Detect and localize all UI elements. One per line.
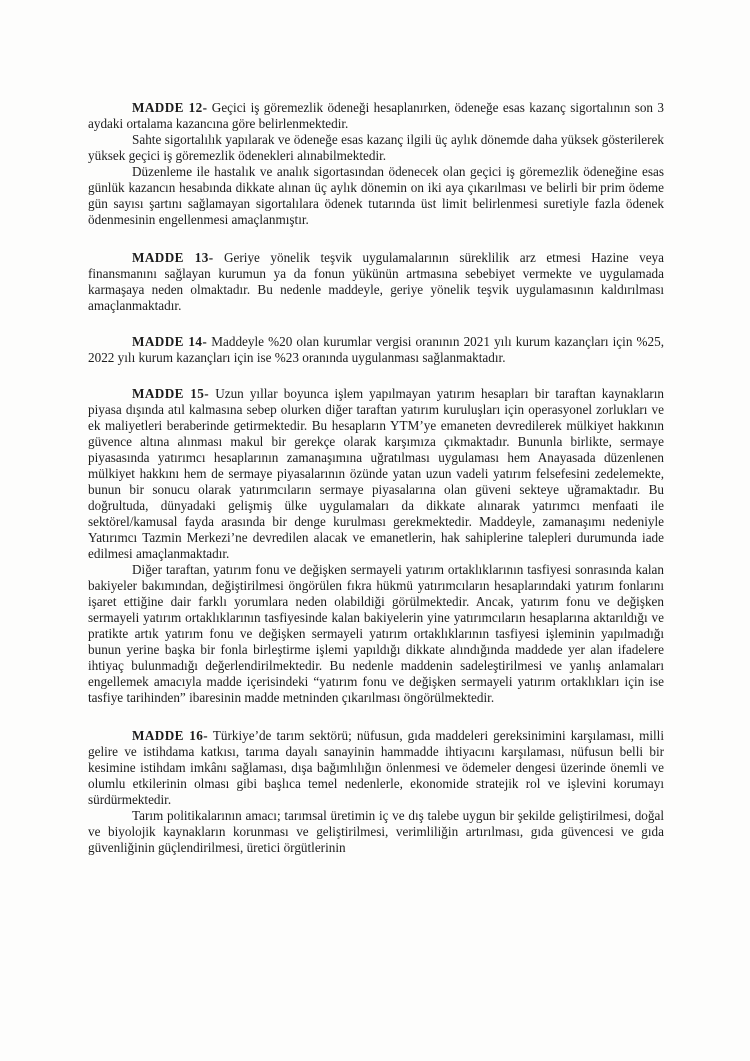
article-paragraph: Tarım politikalarının amacı; tarımsal üretimin iç ve dış talebe uygun bir şekilde geliştirilmesi, doğal ve biyolojik kaynakların korunması ve geliştirilmesi, verimliliğin artırılması, gıda güvencesi ve gıda güvenliğinin güçlendirilmesi, üretici örgütlerinin xyxy=(88,808,664,855)
document-body xyxy=(88,100,664,872)
paragraph-text: Türkiye’de tarım sektörü; nüfusun, gıda maddeleri gereksinimini karşılaması, milli gelire ve istihdama katkısı, tarıma dayalı sanayinin hammadde ihtiyacını karşılaması, nüfusun belli bir kesimine istihdam imkânı sağlaması, dışa bağımlılığın önlenmesi ve ödemeler dengesi üzerinde önemli ve olumlu etkilerinin olması gibi başlıca temel nedenlerle, ekonomide stratejik rol ve işlevini korumayı sürdürmektedir. xyxy=(88,728,664,807)
article-13 xyxy=(88,250,664,314)
article-16 xyxy=(88,728,664,856)
article-heading: MADDE 15- xyxy=(132,386,210,401)
article-paragraph: Diğer taraftan, yatırım fonu ve değişken sermayeli yatırım ortaklıklarının tasfiyesi sonrasında kalan bakiyeler bakımından, değiştirilmesi öngörülen fıkra hükmü yatırımcıların hesaplarındaki yatırım fonlarını işaret ettiğine dair farklı yorumlara neden olabildiği görülmektedir. Ancak, yatırım fonu ve değişken sermayeli yatırım ortaklıklarının tasfiyesinde kalan bakiyelerin yine yatırımcıların hesaplarına aktarıldığı ve pratikte artık yatırım fonu ve değişken sermayeli yatırım ortaklıklarının tasfiyesi işleminin yapılmadığı bunun yerine başka bir fonla birleştirme işlemi yapıldığı dikkate alındığında maddede yer alan ifadelere ihtiyaç bulunmadığı değerlendirilmektedir. Bu nedenle maddenin sadeleştirilmesi ve yanlış anlamaları engellemek amacıyla madde içerisindeki “yatırım fonu ve değişken sermayeli yatırım ortaklıkları için ise tasfiye tarihinden” ibaresinin madde metninden çıkarılması öngörülmektedir. xyxy=(88,562,664,705)
article-paragraph xyxy=(88,386,664,562)
article-12 xyxy=(88,100,664,228)
paragraph-text: Uzun yıllar boyunca işlem yapılmayan yatırım hesapları bir taraftan kaynakların piyasa dışında atıl kalmasına sebep olurken diğer taraftan yatırım kuruluşları için operasyonel zorlukları ve ek maliyetleri beraberinde getirmektedir. Bu hesapların YTM’ye emaneten devredilerek mülkiyet hakkının güvence altına alınması makul bir gerekçe olarak karşımıza çıkmaktadır. Bununla birlikte, sermaye piyasasında yatırımcı hesaplarının zamanaşımına uğratılması uygulaması hem Anayasada düzenlenen mülkiyet hakkını hem de sermaye piyasalarının özünde yatan uzun vadeli yatırım felsefesini zedelemekte, bunun bir sonucu olarak yatırımcıların sermaye piyasalarına olan güveni sekteye uğramaktadır. Bu doğrultuda, dünyadaki gelişmiş ülke uygulamaları da dikkate alınarak yatırımcı menfaati ile sektörel/kamusal fayda arasında bir denge kurulması gerekmektedir. Maddeyle, zamanaşımı nedeniyle Yatırımcı Tazmin Merkezi’ne devredilen alacak ve emanetlerin, hak sahiplerine talepleri durumunda iade edilmesi amaçlanmaktadır. xyxy=(88,386,665,561)
article-heading: MADDE 13- xyxy=(132,250,214,265)
article-paragraph: Düzenleme ile hastalık ve analık sigortasından ödenecek olan geçici iş göremezlik ödeneğine esas günlük kazancın hesabında dikkate alınan üç aylık dönemin on iki aya çıkarılması ve belirli bir prim ödeme gün sayısı şartını sağlamayan sigortalılara ödenek tutarında üst limit belirlenmesi suretiyle fazla ödenek ödenmesinin engellenmesi amaçlanmıştır. xyxy=(88,164,664,227)
article-15 xyxy=(88,386,664,706)
article-heading: MADDE 12- xyxy=(132,100,208,115)
article-paragraph xyxy=(88,728,664,808)
article-heading: MADDE 14- xyxy=(132,334,208,349)
article-heading: MADDE 16- xyxy=(132,728,209,743)
article-paragraph: Sahte sigortalılık yapılarak ve ödeneğe esas kazanç ilgili üç aylık dönemde daha yüksek gösterilerek yüksek geçici iş göremezlik ödenekleri alınabilmektedir. xyxy=(88,132,664,163)
article-14 xyxy=(88,334,664,366)
paragraph-text: Geçici iş göremezlik ödeneği hesaplanırken, ödeneğe esas kazanç sigortalının son 3 aydaki ortalama kazancına göre belirlenmektedir. xyxy=(88,100,665,131)
paragraph-text: Geriye yönelik teşvik uygulamalarının süreklilik arz etmesi Hazine veya finansmanını sağlayan kurumun ya da fonun yükünün artmasına sebebiyet vermekte ve uygulamada karmaşaya neden olmaktadır. Bu nedenle maddeyle, geriye yönelik teşvik uygulamasının kaldırılması amaçlanmaktadır. xyxy=(88,250,664,313)
article-paragraph xyxy=(88,100,664,132)
article-paragraph xyxy=(88,334,664,366)
article-paragraph xyxy=(88,250,664,314)
paragraph-text: Maddeyle %20 olan kurumlar vergisi oranının 2021 yılı kurum kazançları için %25, 2022 yılı kurum kazançları için ise %23 oranında uygulanması sağlanmaktadır. xyxy=(88,334,665,365)
